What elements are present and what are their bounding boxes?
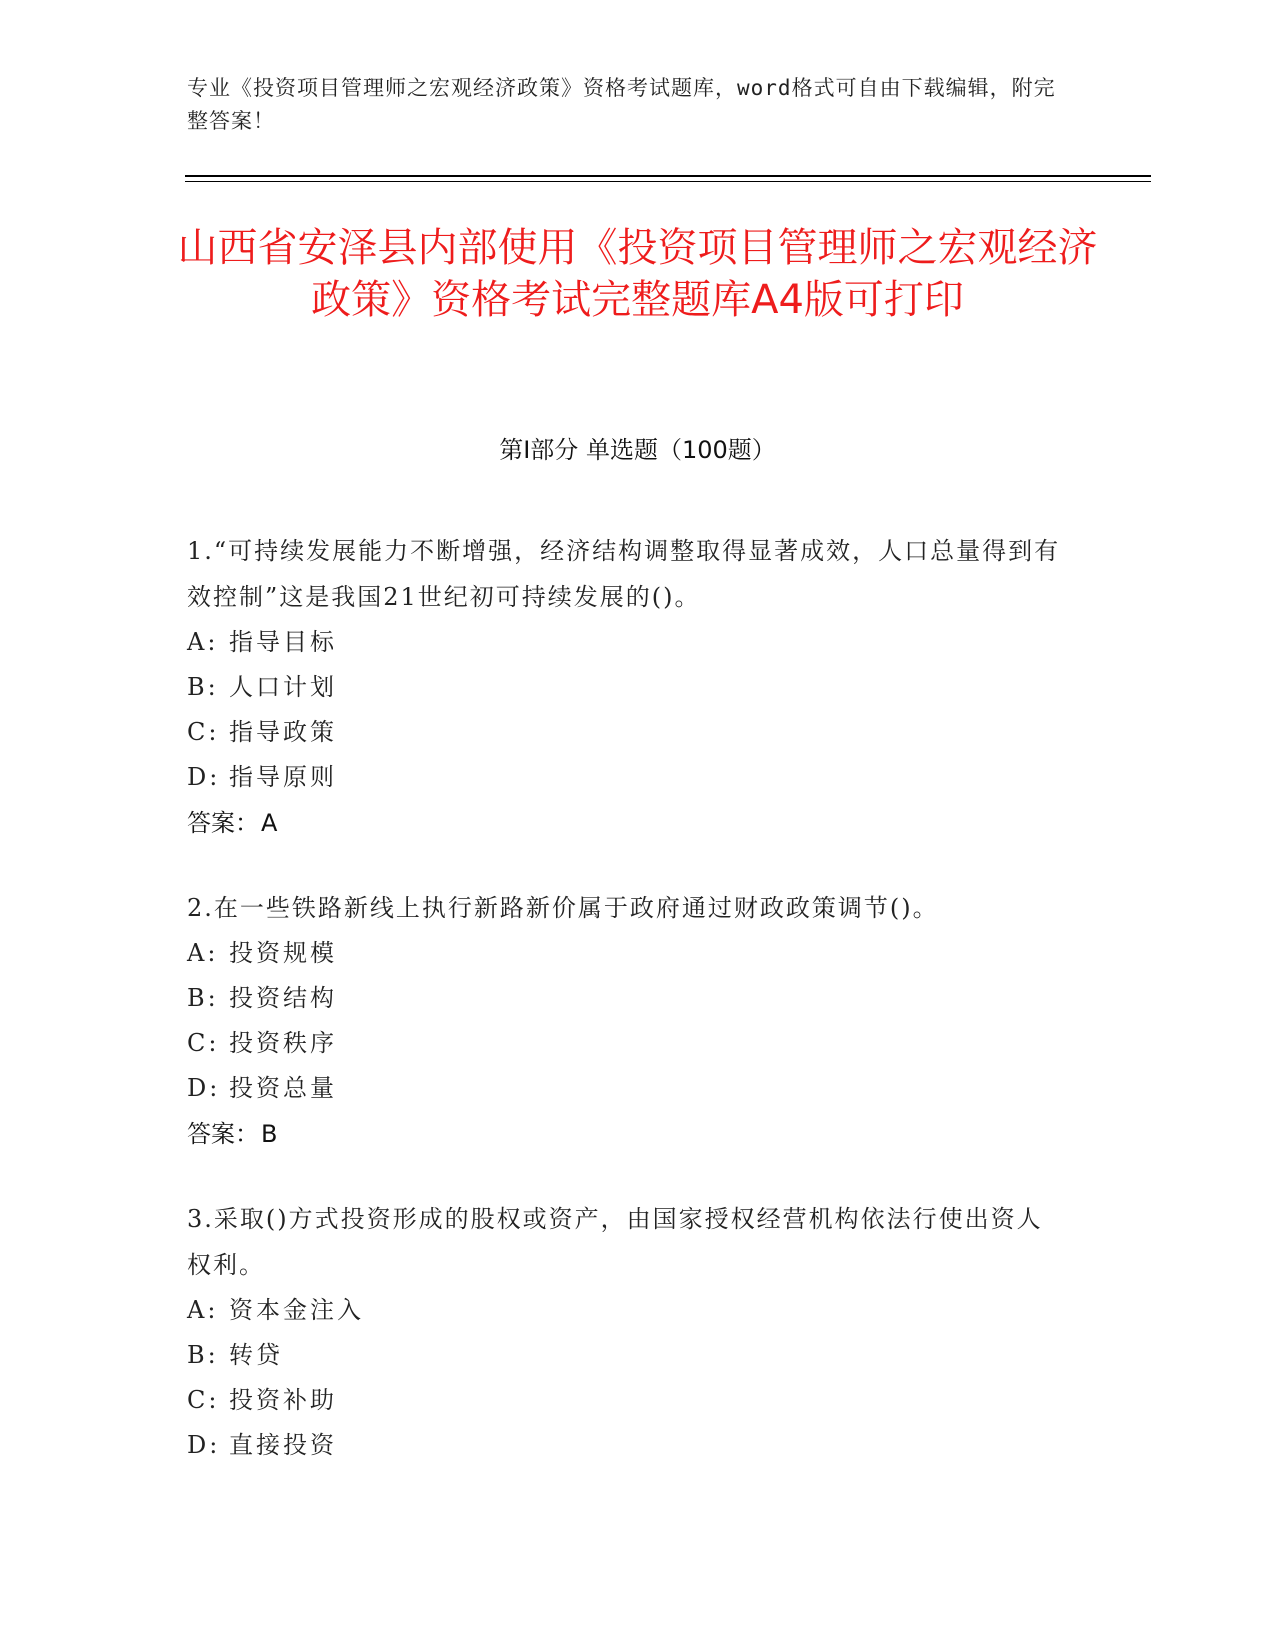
answer-line [187, 800, 1067, 846]
option-b [187, 665, 1067, 710]
option-text: 直接投资 [229, 1431, 337, 1459]
option-text: 资本金注入 [229, 1296, 364, 1324]
section-title: 第Ⅰ部分 单选题（100题） [499, 436, 776, 464]
option-text: 转贷 [229, 1341, 283, 1369]
option-letter: D: [187, 1074, 221, 1102]
option-letter: B: [187, 673, 219, 701]
question-stem: 2.在一些铁路新线上执行新路新价属于政府通过财政政策调节()。 [187, 894, 939, 922]
question-stem: 1.“可持续发展能力不断增强，经济结构调整取得显著成效，人口总量得到有效控制”这是我国21世纪初可持续发展的()。 [187, 537, 1061, 611]
option-text: 人口计划 [229, 673, 337, 701]
question-item [187, 885, 1067, 1157]
question-item [187, 1196, 1067, 1468]
option-text: 指导目标 [229, 628, 337, 656]
option-text: 投资补助 [229, 1386, 337, 1414]
option-a [187, 620, 1067, 665]
option-letter: D: [187, 763, 221, 791]
option-letter: C: [187, 1386, 220, 1414]
document-title: 山西省安泽县内部使用《投资项目管理师之宏观经济政策》资格考试完整题库A4版可打印 [177, 225, 1098, 323]
option-a [187, 931, 1067, 976]
option-d [187, 755, 1067, 800]
answer-label: 答案： [187, 809, 259, 837]
answer-label: 答案： [187, 1120, 259, 1148]
option-d [187, 1066, 1067, 1111]
question-spacer [187, 846, 1067, 885]
option-d [187, 1423, 1067, 1468]
option-b [187, 976, 1067, 1021]
option-text: 指导原则 [229, 763, 337, 791]
answer-value: A [261, 809, 278, 837]
answer-value: B [261, 1120, 278, 1148]
option-c [187, 1021, 1067, 1066]
option-letter: A: [187, 1296, 219, 1324]
option-text: 投资结构 [229, 984, 337, 1012]
option-letter: A: [187, 628, 219, 656]
option-text: 投资秩序 [229, 1029, 337, 1057]
option-text: 投资规模 [229, 939, 337, 967]
option-text: 投资总量 [229, 1074, 337, 1102]
answer-line [187, 1111, 1067, 1157]
question-spacer [187, 1157, 1067, 1196]
question-list [187, 528, 1067, 1468]
option-letter: B: [187, 1341, 219, 1369]
option-letter: D: [187, 1431, 221, 1459]
header-divider-thick [185, 175, 1151, 177]
option-letter: B: [187, 984, 219, 1012]
option-c [187, 710, 1067, 755]
question-item [187, 528, 1067, 846]
option-text: 指导政策 [229, 718, 337, 746]
option-a [187, 1288, 1067, 1333]
option-letter: C: [187, 718, 220, 746]
option-c [187, 1378, 1067, 1423]
option-letter: C: [187, 1029, 220, 1057]
option-b [187, 1333, 1067, 1378]
header-note: 专业《投资项目管理师之宏观经济政策》资格考试题库，word格式可自由下载编辑，附完整答案！ [187, 76, 1056, 133]
option-letter: A: [187, 939, 219, 967]
question-stem: 3.采取()方式投资形成的股权或资产，由国家授权经营机构依法行使出资人权利。 [187, 1205, 1043, 1279]
header-divider-thin [185, 181, 1151, 182]
